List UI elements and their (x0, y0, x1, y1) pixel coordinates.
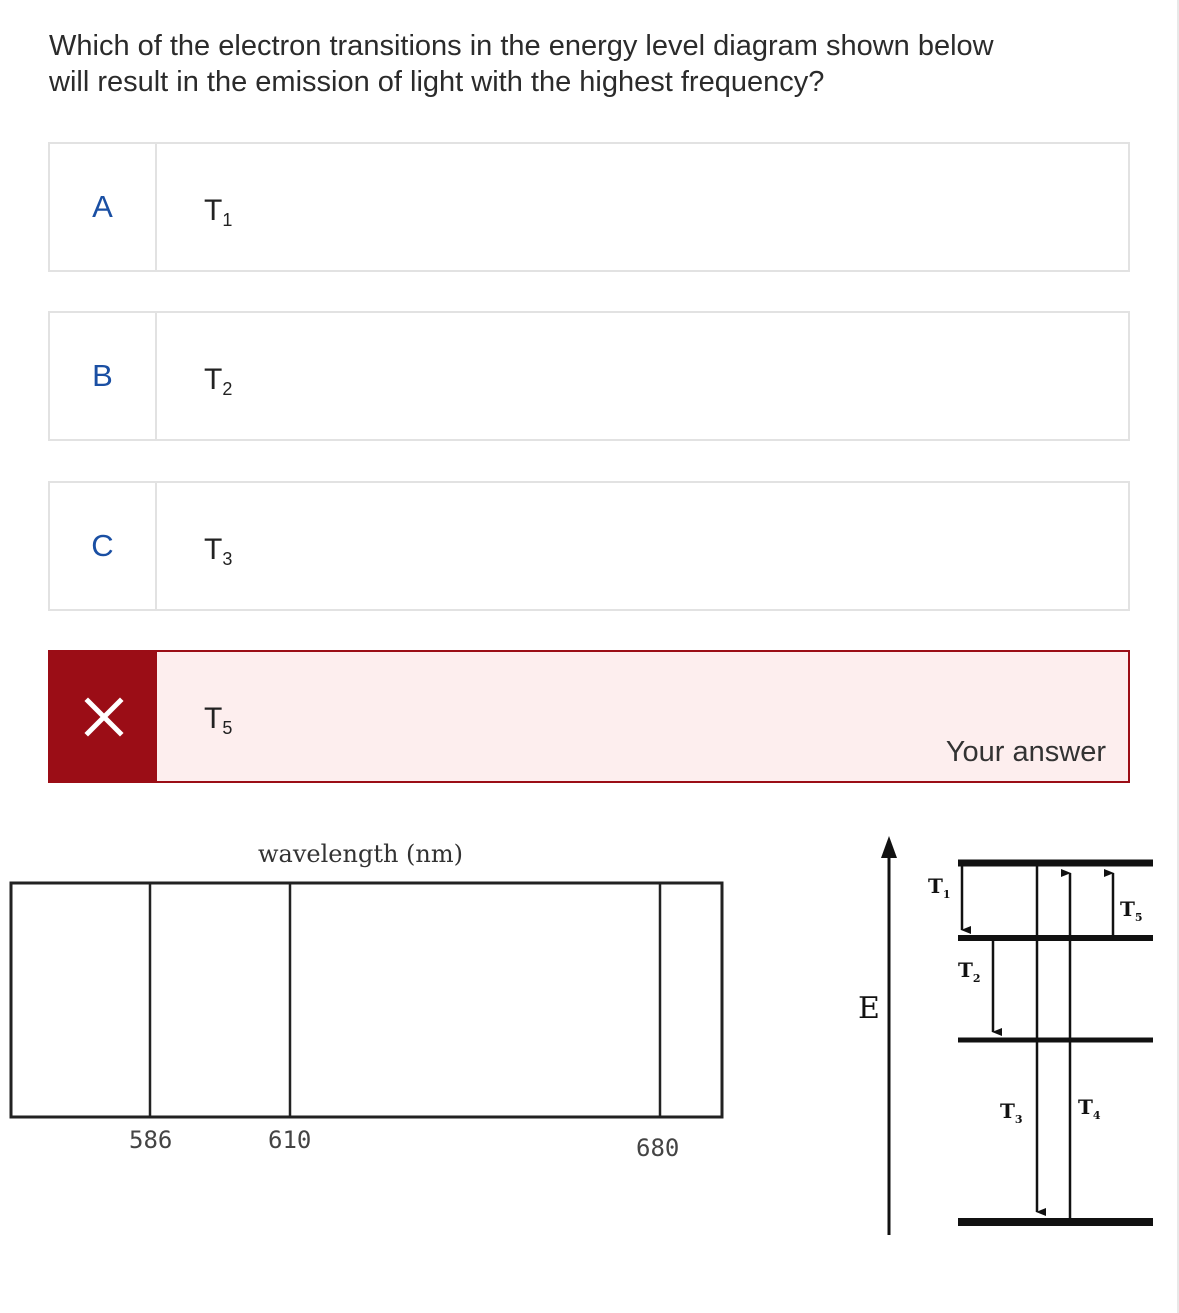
option-c[interactable] (48, 481, 1130, 611)
option-letter: B (50, 313, 157, 439)
tick-610: 610 (268, 1126, 312, 1154)
wavelength-spectrum-figure (0, 820, 740, 1160)
option-d-selected-wrong[interactable] (48, 650, 1130, 783)
transition-t3-label: $T_3$ (1000, 1099, 1023, 1126)
option-label: $T_5$ (204, 702, 233, 738)
option-letter: A (50, 144, 157, 270)
spectrum-box (11, 883, 722, 1117)
question-line-2: will result in the emission of light with the highest frequency? (49, 66, 825, 98)
option-label: $T_1$ (204, 194, 233, 230)
energy-axis-label: E (858, 991, 880, 1026)
option-label: $T_3$ (204, 533, 233, 569)
question-text (49, 28, 1149, 100)
energy-level-diagram (840, 820, 1170, 1250)
tick-586: 586 (129, 1126, 173, 1154)
transition-t2-label: $T_2$ (958, 958, 981, 985)
transition-t4-label: $T_4$ (1078, 1095, 1101, 1122)
spectrum-title: wavelength (nm) (258, 840, 463, 868)
question-line-1: Which of the electron transitions in the energy level diagram shown below (49, 30, 994, 62)
your-answer-note: Your answer (945, 736, 1106, 768)
option-label: $T_2$ (204, 363, 233, 399)
wrong-marker (50, 652, 157, 781)
option-a[interactable] (48, 142, 1130, 272)
energy-axis-arrow (881, 836, 897, 858)
transition-t1-label: $T_1$ (928, 874, 951, 901)
close-icon (82, 695, 126, 739)
option-b[interactable] (48, 311, 1130, 441)
option-letter: C (50, 483, 157, 609)
transition-t5-label: $T_5$ (1120, 897, 1143, 924)
tick-680: 680 (636, 1134, 680, 1160)
